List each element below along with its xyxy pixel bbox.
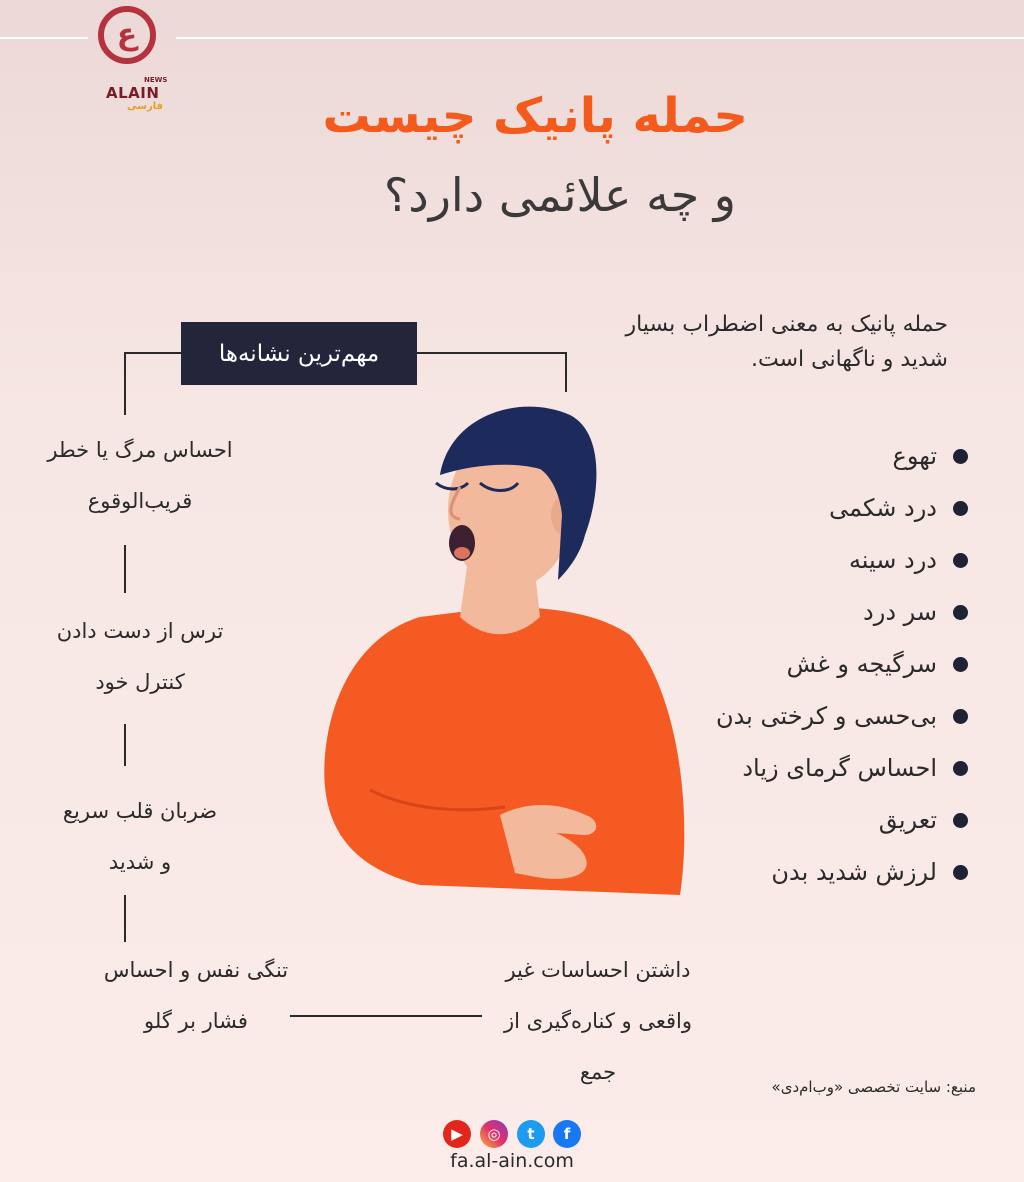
sign-control: ترس از دست دادن کنترل خود — [56, 619, 224, 694]
sign-breath: تنگی نفس و احساس فشار بر گلو — [103, 958, 289, 1033]
bullet-icon — [953, 449, 968, 464]
connector-line — [124, 352, 181, 354]
bullet-icon — [953, 761, 968, 776]
bullet-icon — [953, 553, 968, 568]
connector-line — [290, 1015, 482, 1017]
list-item: سر درد — [638, 586, 968, 638]
intro-text: حمله پانیک به معنی اضطراب بسیار شدید و ناگهانی است. — [625, 312, 948, 372]
source-note: منبع: سایت تخصصی «وب‌ام‌دی» — [771, 1078, 976, 1096]
website-link[interactable]: fa.al-ain.com — [450, 1150, 574, 1172]
logo-sub: فارسی — [127, 101, 164, 112]
logo-news: NEWS — [144, 76, 168, 84]
bullet-icon — [953, 865, 968, 880]
sign-heart: ضربان قلب سریع و شدید — [62, 799, 218, 874]
top-rule-left — [0, 37, 88, 39]
youtube-icon[interactable]: ▶ — [443, 1120, 471, 1148]
list-item: احساس گرمای زیاد — [638, 742, 968, 794]
signs-heading: مهم‌ترین نشانه‌ها — [181, 322, 417, 385]
list-item: بی‌حسی و کرختی بدن — [638, 690, 968, 742]
bullet-icon — [953, 709, 968, 724]
list-item: سرگیجه و غش — [638, 638, 968, 690]
instagram-icon[interactable]: ◎ — [480, 1120, 508, 1148]
list-item: تعریق — [638, 794, 968, 846]
title-line-1: حمله پانیک چیست — [322, 88, 748, 144]
logo-mark: ع — [98, 6, 156, 64]
logo-name: ALAIN — [106, 84, 160, 102]
list-item: درد سینه — [638, 534, 968, 586]
bullet-icon — [953, 813, 968, 828]
person-illustration — [300, 395, 700, 905]
connector-line — [124, 895, 126, 942]
facebook-icon[interactable]: f — [553, 1120, 581, 1148]
top-rule-right — [176, 37, 1024, 39]
bullet-icon — [953, 605, 968, 620]
list-item: لرزش شدید بدن — [638, 846, 968, 898]
title-line-2: و چه علائمی دارد؟ — [383, 168, 736, 222]
connector-line — [124, 352, 126, 415]
list-item: تهوع — [638, 430, 968, 482]
connector-line — [124, 724, 126, 766]
sign-death: احساس مرگ یا خطر قریب‌الوقوع — [47, 438, 233, 513]
list-item: درد شکمی — [638, 482, 968, 534]
connector-line — [565, 352, 567, 392]
twitter-icon[interactable]: t — [517, 1120, 545, 1148]
alain-logo[interactable] — [92, 2, 172, 112]
bullet-icon — [953, 501, 968, 516]
sign-unreal: داشتن احساسات غیر واقعی و کناره‌گیری از جمع — [503, 958, 693, 1084]
connector-line — [417, 352, 567, 354]
bullet-icon — [953, 657, 968, 672]
connector-line — [124, 545, 126, 593]
